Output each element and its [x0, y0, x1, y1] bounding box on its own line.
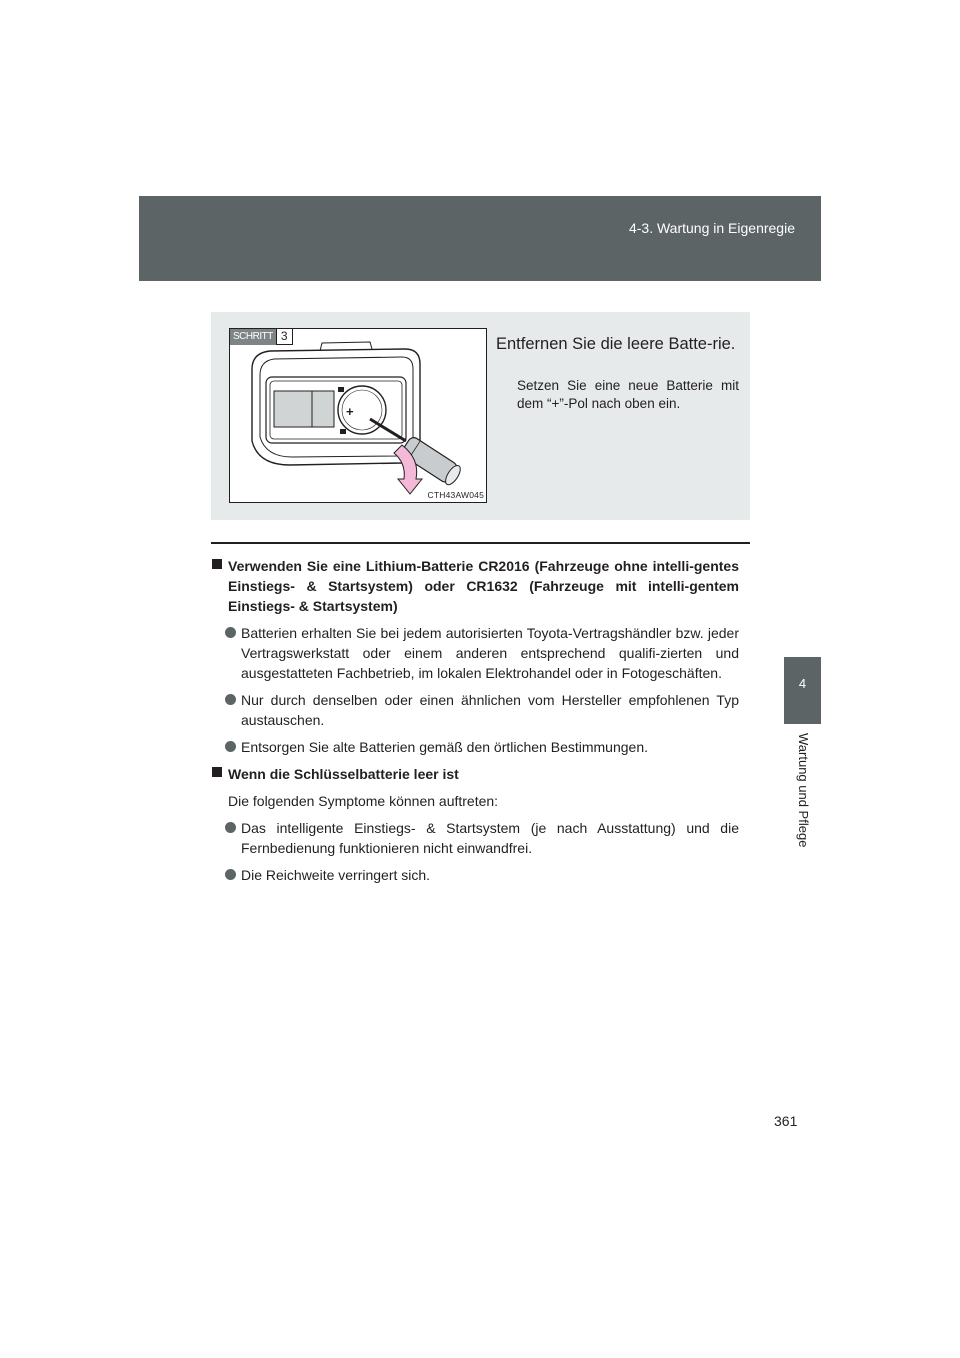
bullet-icon	[225, 694, 236, 705]
step-badge-number: 3	[276, 329, 293, 345]
page-number: 361	[774, 1113, 798, 1129]
list-item	[212, 690, 739, 730]
square-bullet-icon	[212, 559, 222, 569]
chapter-label: Wartung und Pflege	[796, 733, 811, 848]
section-divider	[211, 542, 750, 544]
step-badge-label: SCHRITT	[230, 329, 276, 345]
key-battery-drawing	[230, 329, 486, 502]
battery-plus-sign: +	[346, 404, 354, 419]
step-subtext: Setzen Sie eine neue Batterie mit dem “+”-Pol nach oben ein.	[517, 378, 739, 411]
list-item	[212, 623, 739, 683]
bullet-icon	[225, 869, 236, 880]
chapter-number: 4	[798, 676, 807, 691]
list-item	[212, 737, 739, 757]
section-title: 4-3. Wartung in Eigenregie	[628, 220, 795, 236]
section-header	[139, 196, 821, 281]
battery-type-heading-text: Verwenden Sie eine Lithium-Batterie CR2016 (Fahrzeuge ohne intelli-gentes Einstiegs- & Startsystem) oder CR1632 (Fahrzeuge mit intelli-gentem Einstiegs- & Startsystem)	[228, 558, 739, 614]
empty-battery-intro: Die folgenden Symptome können auftreten:	[228, 793, 499, 809]
list-item	[212, 865, 739, 885]
chapter-tab	[784, 657, 821, 724]
battery-type-heading	[212, 556, 739, 616]
bullet-icon	[225, 822, 236, 833]
square-bullet-icon	[212, 767, 222, 777]
step-heading: Entfernen Sie die leere Batte-rie.	[496, 335, 736, 353]
list-item-text: Die Reichweite verringert sich.	[241, 867, 431, 883]
notes	[212, 556, 739, 892]
list-item-text: Batterien erhalten Sie bei jedem autorisierten Toyota-Vertragshändler bzw. jeder Vertragswerkstatt oder einem anderen entsprechend qualifi-zierten und ausgestatteten Fachbetrieb, im lokalen Elektrohandel oder in Fotogeschäften.	[241, 625, 739, 681]
bullet-icon	[225, 741, 236, 752]
key-battery-illustration	[229, 328, 487, 503]
bullet-icon	[225, 627, 236, 638]
list-item-text: Das intelligente Einstiegs- & Startsystem (je nach Ausstattung) und die Fernbedienung funktionieren nicht einwandfrei.	[241, 820, 739, 856]
list-item	[212, 818, 739, 858]
empty-battery-heading-text: Wenn die Schlüsselbatterie leer ist	[228, 766, 459, 782]
step-box	[211, 312, 750, 520]
illustration-code: CTH43AW045	[427, 490, 484, 500]
empty-battery-heading	[212, 764, 739, 784]
list-item-text: Entsorgen Sie alte Batterien gemäß den örtlichen Bestimmungen.	[241, 739, 649, 755]
list-item-text: Nur durch denselben oder einen ähnlichen vom Hersteller empfohlenen Typ austauschen.	[241, 692, 739, 728]
